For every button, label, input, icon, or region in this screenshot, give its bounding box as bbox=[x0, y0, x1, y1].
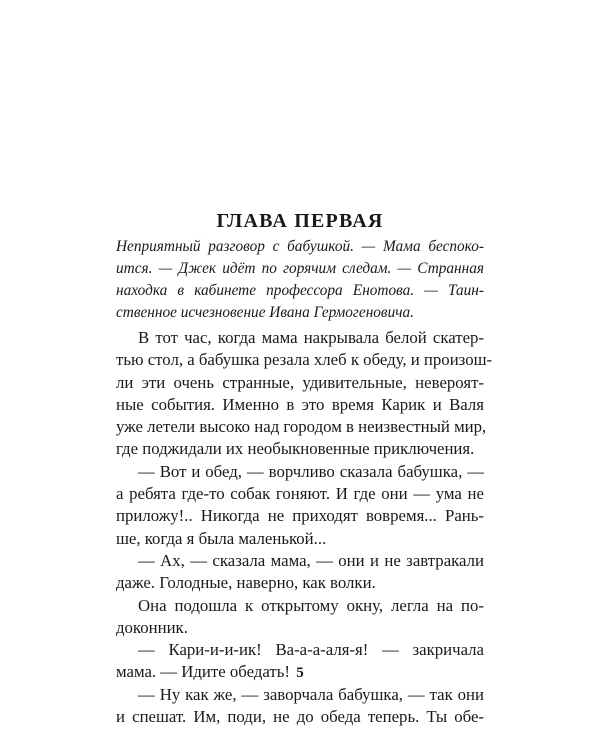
synopsis-line: ится. — Джек идёт по горячим следам. — Странная bbox=[116, 260, 484, 277]
synopsis-line: Неприятный разговор с бабушкой. — Мама беспоко- bbox=[116, 238, 484, 255]
body-line: ные события. Именно в это время Карик и Валя bbox=[116, 394, 484, 414]
body-line: даже. Голодные, наверно, как волки. bbox=[116, 573, 376, 593]
body-line: приложу!.. Никогда не приходят вовремя... Рань- bbox=[116, 506, 484, 526]
synopsis-line: ственное исчезновение Ивана Гермогеновича. bbox=[116, 304, 414, 321]
body-line: мама. — Идите обедать! bbox=[116, 662, 290, 682]
body-line: — Вот и обед, — ворчливо сказала бабушка, — bbox=[138, 461, 484, 481]
body-line: В тот час, когда мама накрывала белой скатер- bbox=[138, 328, 484, 347]
chapter-synopsis bbox=[116, 236, 484, 324]
body-line: тью стол, а бабушка резала хлеб к обеду, и произош- bbox=[116, 350, 493, 370]
body-line: а ребята где-то собак гоняют. И где они — ума не bbox=[116, 484, 484, 504]
page-number: 5 bbox=[296, 665, 304, 681]
body-line: уже летели высоко над городом в неизвестный мир, bbox=[116, 417, 487, 437]
body-line: и спешат. Им, поди, не до обеда теперь. Ты обе- bbox=[116, 707, 484, 727]
body-line: Она подошла к открытому окну, легла на по- bbox=[138, 595, 484, 615]
body-line: — Ах, — сказала мама, — они и не завтракали bbox=[138, 550, 484, 570]
body-line: доконник. bbox=[116, 617, 188, 637]
body-line: — Ну как же, — заворчала бабушка, — так они bbox=[138, 684, 484, 704]
body-line: ли эти очень странные, удивительные, невероят- bbox=[116, 372, 484, 392]
synopsis-line: находка в кабинете профессора Енотова. — Таин- bbox=[116, 282, 484, 299]
body-line: ше, когда я была маленькой... bbox=[116, 528, 327, 548]
body-line: где поджидали их необыкновенные приключения. bbox=[116, 439, 475, 459]
chapter-title: ГЛАВА ПЕРВАЯ bbox=[216, 210, 384, 232]
body-line: — Кари-и-и-ик! Ва-а-а-аля-я! — закричала bbox=[138, 640, 484, 660]
